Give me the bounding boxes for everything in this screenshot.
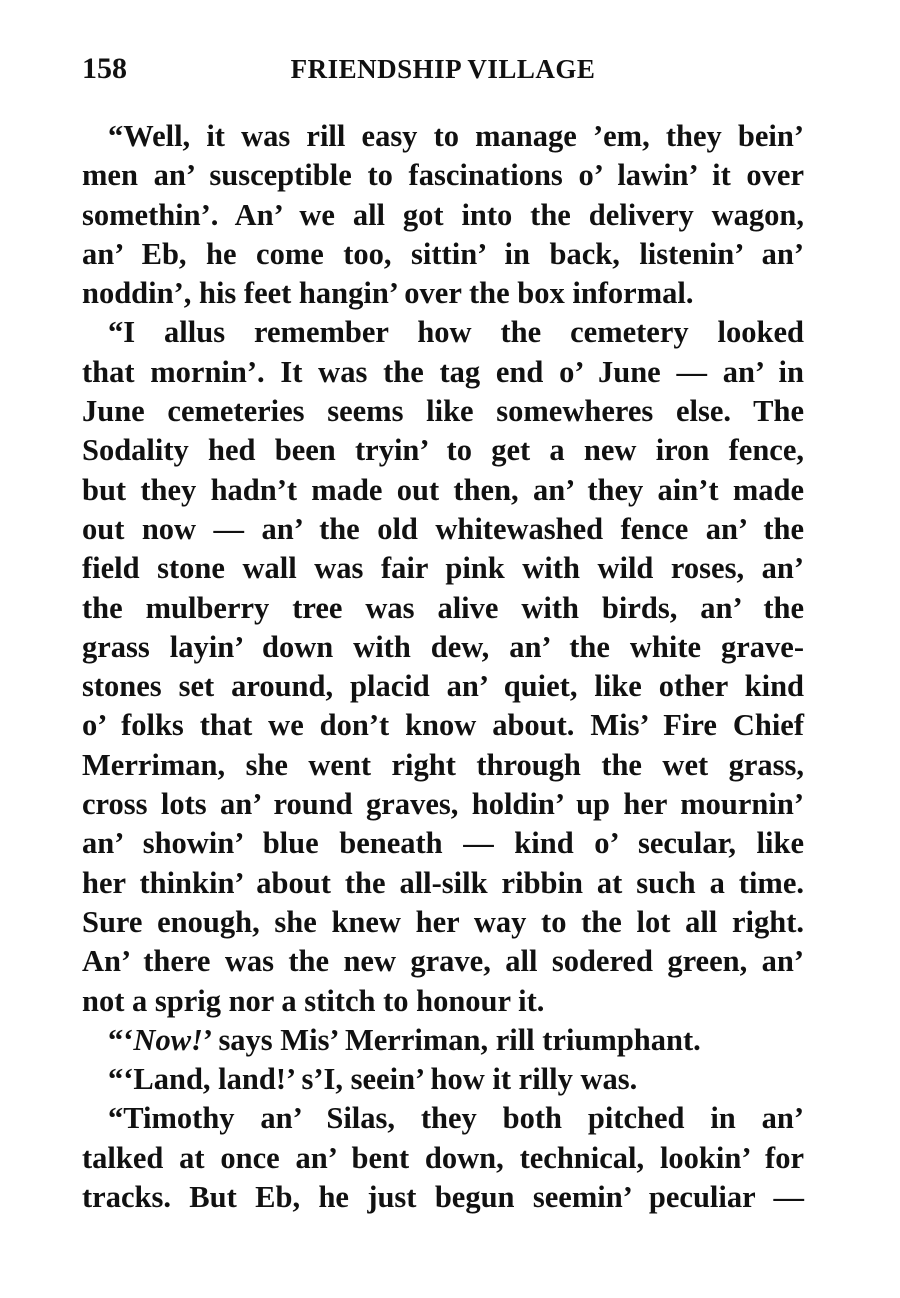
body-text bbox=[82, 117, 804, 1217]
running-title: FRIENDSHIP VILLAGE bbox=[290, 54, 596, 84]
text-line: men an’ susceptible to fascinations o’ lawin’ it over bbox=[82, 158, 804, 193]
text-line: Sure enough, she knew her way to the lot all right. bbox=[82, 904, 804, 939]
text-line: “‘Now!’ says Mis’ Merriman, rill triumphant. bbox=[108, 1022, 701, 1057]
text-line: “‘Land, land!’ s’I, seein’ how it rilly was. bbox=[108, 1062, 638, 1097]
text-line: o’ folks that we don’t know about. Mis’ Fire Chief bbox=[82, 708, 804, 743]
text-line: June cemeteries seems like somewheres else. The bbox=[82, 394, 804, 429]
text-line: an’ Eb, he come too, sittin’ in back, listenin’ an’ bbox=[82, 236, 804, 271]
text-line: cross lots an’ round graves, holdin’ up her mournin’ bbox=[82, 787, 804, 822]
text-line: “Well, it was rill easy to manage ’em, they bein’ bbox=[108, 119, 804, 153]
page-number: 158 bbox=[82, 52, 127, 85]
text-line: talked at once an’ bent down, technical, lookin’ for bbox=[82, 1140, 804, 1175]
text-line: grass layin’ down with dew, an’ the white grave- bbox=[82, 629, 804, 664]
text-line: tracks. But Eb, he just begun seemin’ peculiar — bbox=[82, 1180, 804, 1215]
text-line: not a sprig nor a stitch to honour it. bbox=[82, 983, 545, 1018]
text-line: “I allus remember how the cemetery looked bbox=[108, 315, 804, 350]
text-line: Merriman, she went right through the wet grass, bbox=[82, 747, 804, 782]
text-line: noddin’, his feet hangin’ over the box informal. bbox=[82, 276, 694, 311]
text-line: an’ showin’ blue beneath — kind o’ secular, like bbox=[82, 826, 804, 861]
text-line: but they hadn’t made out then, an’ they ain’t made bbox=[82, 472, 804, 507]
text-line: the mulberry tree was alive with birds, an’ the bbox=[82, 590, 804, 625]
text-line: stones set around, placid an’ quiet, like other kind bbox=[82, 669, 804, 704]
text-line: her thinkin’ about the all-silk ribbin at such a time. bbox=[82, 865, 804, 900]
text-line: out now — an’ the old whitewashed fence an’ the bbox=[82, 511, 804, 546]
text-line: An’ there was the new grave, all sodered green, an’ bbox=[82, 944, 804, 979]
text-line: that mornin’. It was the tag end o’ June — an’ in bbox=[82, 354, 804, 389]
text-line: Sodality hed been tryin’ to get a new iron fence, bbox=[82, 433, 804, 468]
running-head bbox=[82, 52, 804, 92]
text-line: field stone wall was fair pink with wild roses, an’ bbox=[82, 551, 804, 586]
text-line: somethin’. An’ we all got into the delivery wagon, bbox=[82, 197, 804, 232]
text-line: “Timothy an’ Silas, they both pitched in an’ bbox=[108, 1101, 804, 1136]
